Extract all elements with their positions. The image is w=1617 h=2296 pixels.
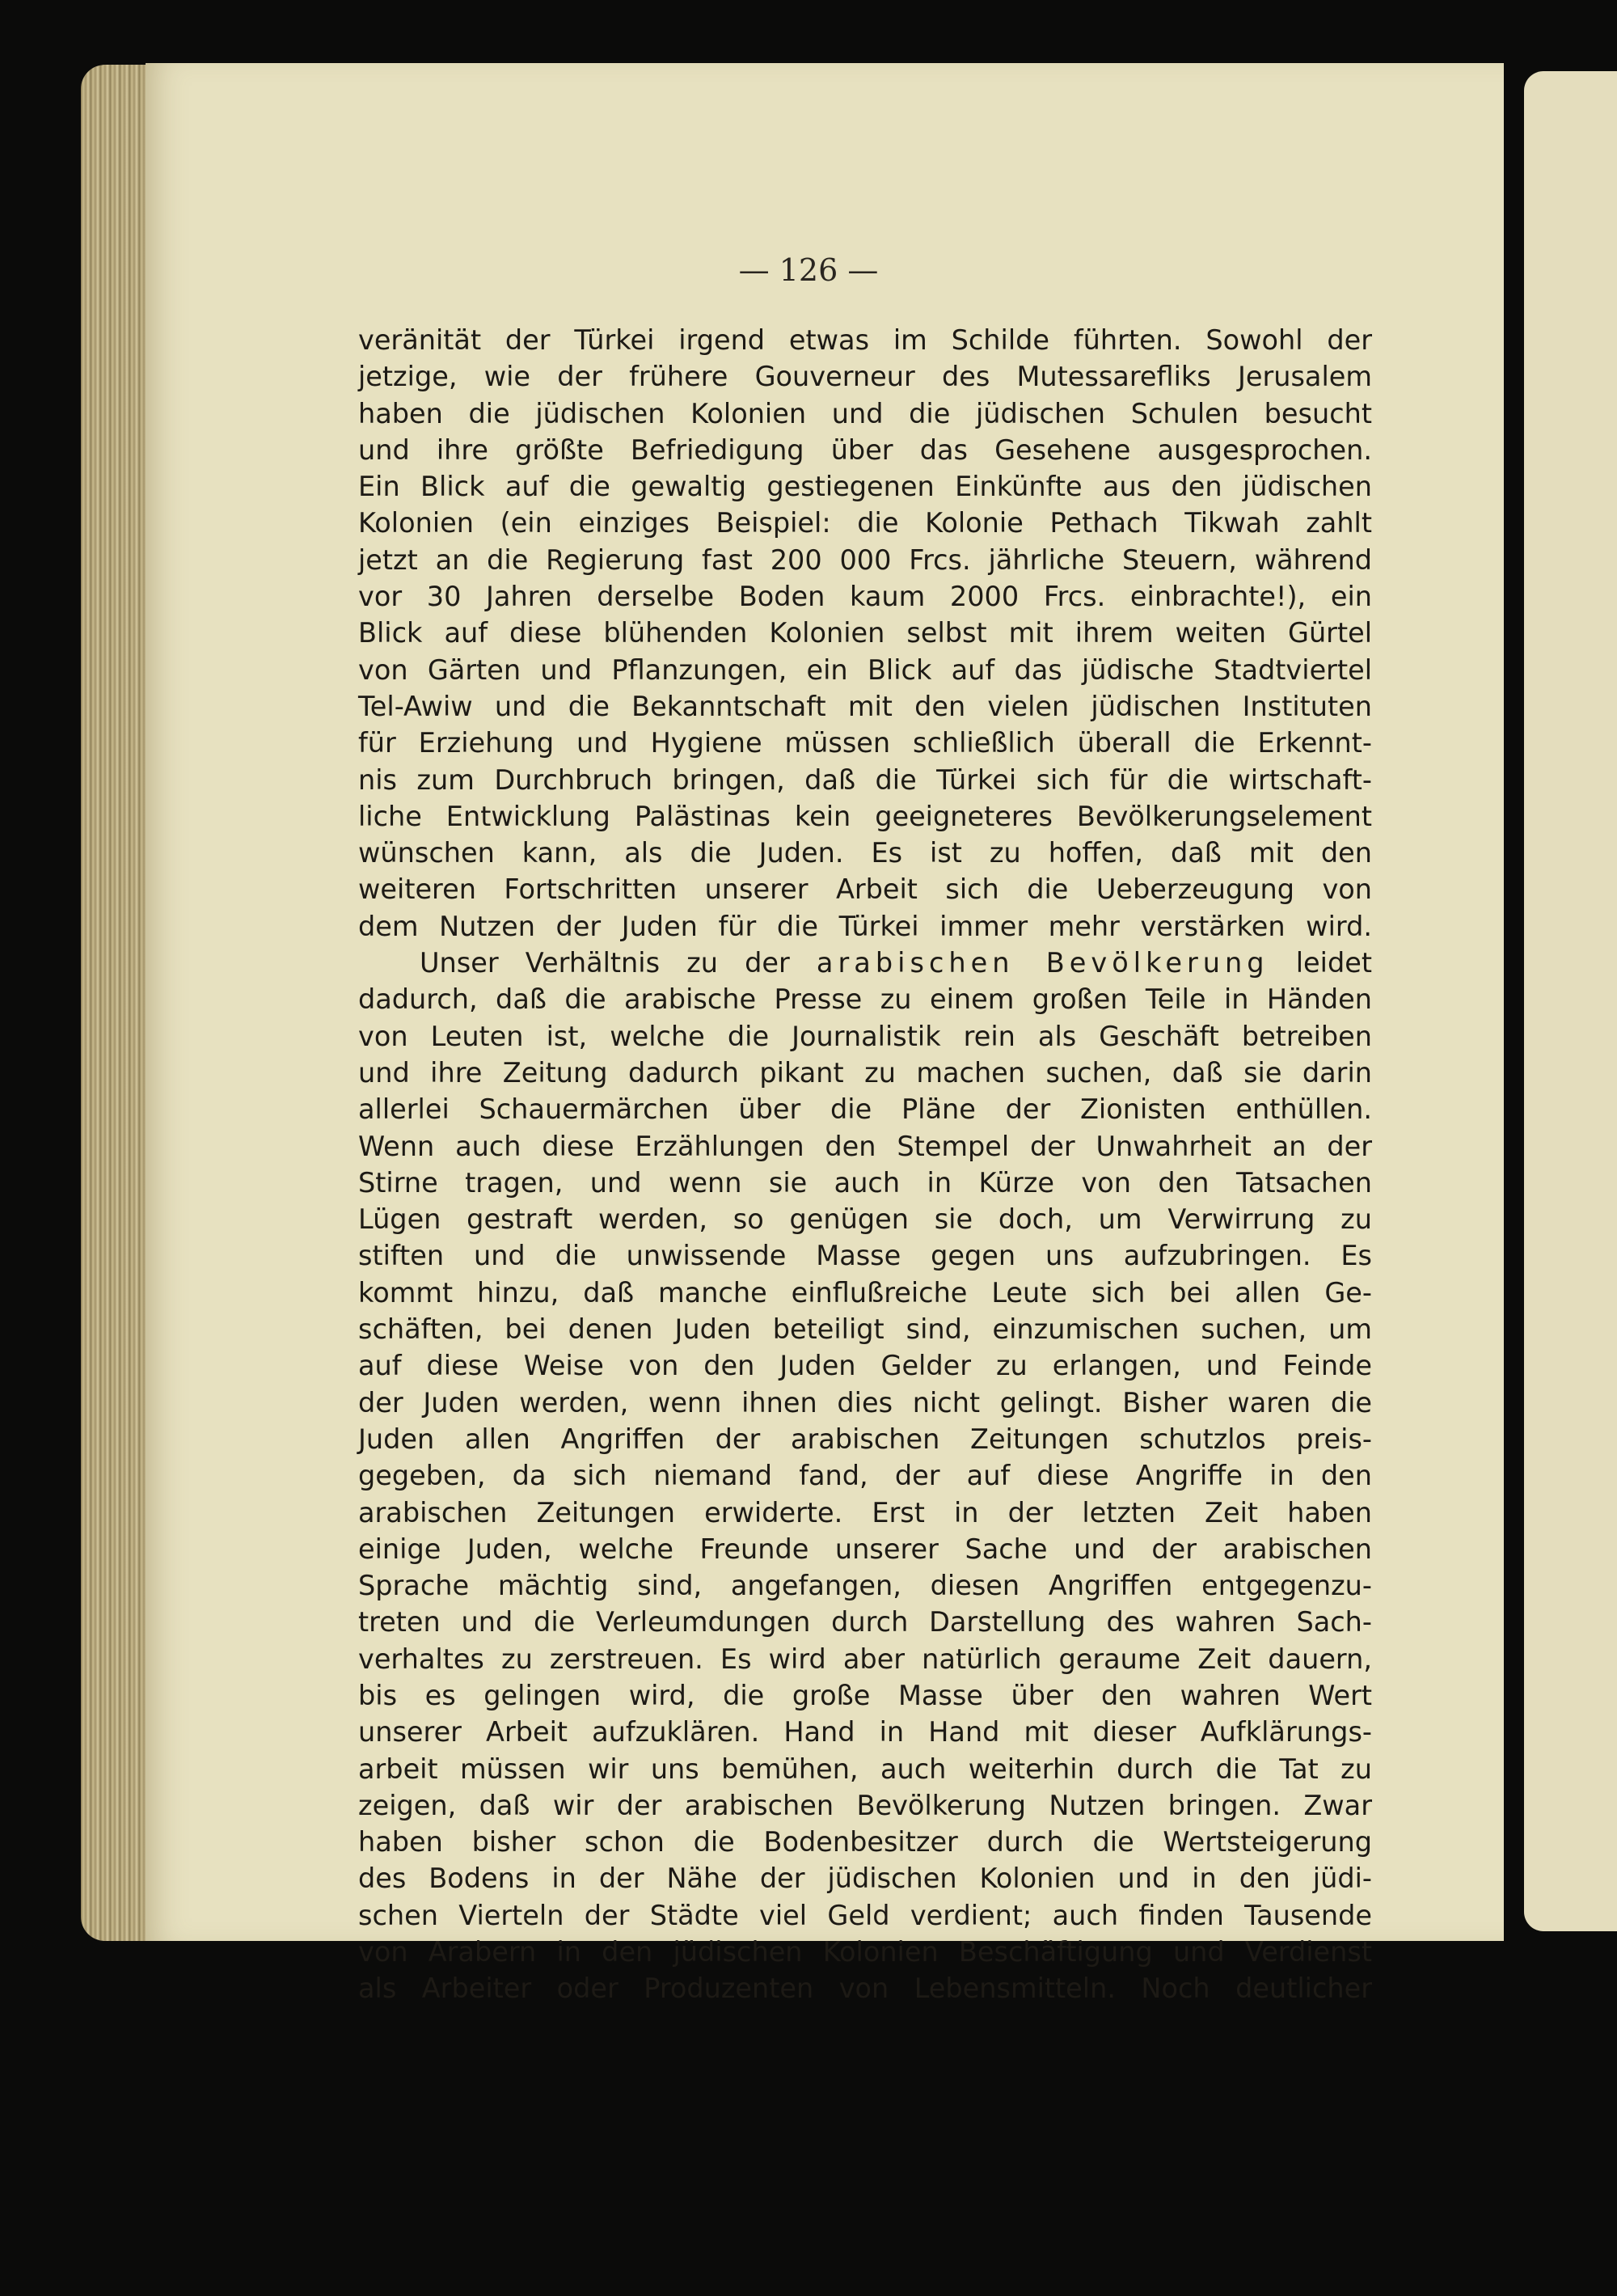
text-line: zeigen, daß wir der arabischen Bevölkerung Nutzen bringen. Zwar: [358, 1789, 1372, 1821]
text-line: bis es gelingen wird, die große Masse über den wahren Wert: [358, 1679, 1372, 1711]
text-line: weiteren Fortschritten unserer Arbeit sich die Ueberzeugung von: [358, 873, 1372, 906]
text-line: und ihre größte Befriedigung über das Gesehene ausgesprochen.: [358, 433, 1372, 466]
text-line: liche Entwicklung Palästinas kein geeigneteres Bevölkerungselement: [358, 800, 1372, 832]
text-line: verhaltes zu zerstreuen. Es wird aber natürlich geraume Zeit dauern,: [358, 1643, 1372, 1675]
text-line: Sprache mächtig sind, angefangen, diesen Angriffen entgegenzu-: [358, 1570, 1372, 1602]
text-line: haben die jüdischen Kolonien und die jüdischen Schulen besucht: [358, 397, 1372, 429]
text-line: Stirne tragen, und wenn sie auch in Kürze von den Tatsachen: [358, 1166, 1372, 1199]
text-line: als Arbeiter oder Produzenten von Lebensmitteln. Noch deutlicher: [358, 1973, 1372, 2005]
facing-page-edge: [1524, 71, 1617, 1931]
text-line: und ihre Zeitung dadurch pikant zu machen suchen, daß sie darin: [358, 1056, 1372, 1089]
paragraph-start-end: leidet: [1295, 947, 1372, 979]
text-line: Lügen gestraft werden, so genügen sie doch, um Verwirrung zu: [358, 1203, 1372, 1236]
text-line: Wenn auch diese Erzählungen den Stempel der Unwahrheit an der: [358, 1130, 1372, 1162]
spaced-emphasis: arabischen Bevölkerung: [816, 947, 1269, 979]
text-line: arbeit müssen wir uns bemühen, auch weiterhin durch die Tat zu: [358, 1753, 1372, 1785]
text-line: von Arabern in den jüdischen Kolonien Beschäftigung und Verdienst: [358, 1936, 1372, 1968]
text-line: des Bodens in der Nähe der jüdischen Kolonien und in den jüdi-: [358, 1863, 1372, 1895]
text-line: jetzige, wie der frühere Gouverneur des Mutessarefliks Jerusalem: [358, 361, 1372, 393]
text-line: auf diese Weise von den Juden Gelder zu erlangen, und Feinde: [358, 1350, 1372, 1382]
text-line: vor 30 Jahren derselbe Boden kaum 2000 Frcs. einbrachte!), ein: [358, 581, 1372, 613]
text-line: allerlei Schauermärchen über die Pläne der Zionisten enthüllen.: [358, 1093, 1372, 1126]
text-line: der Juden werden, wenn ihnen dies nicht gelingt. Bisher waren die: [358, 1386, 1372, 1419]
text-line: stiften und die unwissende Masse gegen uns aufzubringen. Es: [358, 1240, 1372, 1272]
text-line: Kolonien (ein einziges Beispiel: die Kolonie Pethach Tikwah zahlt: [358, 507, 1372, 539]
text-line: Blick auf diese blühenden Kolonien selbst mit ihrem weiten Gürtel: [358, 617, 1372, 649]
paragraph-start-line: [358, 945, 1372, 981]
text-line: arabischen Zeitungen erwiderte. Erst in der letzten Zeit haben: [358, 1496, 1372, 1529]
text-line: haben bisher schon die Bodenbesitzer durch die Wertsteigerung: [358, 1826, 1372, 1858]
paragraph-start-text: Unser Verhältnis zu der: [420, 947, 790, 979]
text-line: kommt hinzu, daß manche einflußreiche Leute sich bei allen Ge-: [358, 1276, 1372, 1309]
text-line: einige Juden, welche Freunde unserer Sache und der arabischen: [358, 1533, 1372, 1565]
text-line: wünschen kann, als die Juden. Es ist zu hoffen, daß mit den: [358, 837, 1372, 869]
text-line: veränität der Türkei irgend etwas im Schilde führten. Sowohl der: [358, 324, 1372, 356]
page-number: — 126 —: [738, 252, 879, 288]
text-line: Ein Blick auf die gewaltig gestiegenen Einkünfte aus den jüdischen: [358, 471, 1372, 503]
text-line: treten und die Verleumdungen durch Darstellung des wahren Sach-: [358, 1606, 1372, 1638]
text-line: schen Vierteln der Städte viel Geld verdient; auch finden Tausende: [358, 1899, 1372, 1931]
text-line: schäften, bei denen Juden beteiligt sind, einzumischen suchen, um: [358, 1313, 1372, 1346]
text-line: jetzt an die Regierung fast 200 000 Frcs. jährliche Steuern, während: [358, 543, 1372, 576]
text-line: dem Nutzen der Juden für die Türkei immer mehr verstärken wird.: [358, 910, 1372, 942]
text-line: Juden allen Angriffen der arabischen Zeitungen schutzlos preis-: [358, 1423, 1372, 1455]
text-line: für Erziehung und Hygiene müssen schließlich überall die Erkennt-: [358, 727, 1372, 759]
text-line: von Gärten und Pflanzungen, ein Blick auf das jüdische Stadtviertel: [358, 653, 1372, 686]
text-line: Tel-Awiw und die Bekanntschaft mit den vielen jüdischen Instituten: [358, 690, 1372, 722]
text-line: gegeben, da sich niemand fand, der auf diese Angriffe in den: [358, 1460, 1372, 1492]
body-text: [358, 322, 1372, 2007]
text-line: unserer Arbeit aufzuklären. Hand in Hand mit dieser Aufklärungs-: [358, 1716, 1372, 1748]
text-line: von Leuten ist, welche die Journalistik rein als Geschäft betreiben: [358, 1020, 1372, 1052]
text-line: nis zum Durchbruch bringen, daß die Türkei sich für die wirtschaft-: [358, 763, 1372, 796]
text-line: dadurch, daß die arabische Presse zu einem großen Teile in Händen: [358, 983, 1372, 1016]
